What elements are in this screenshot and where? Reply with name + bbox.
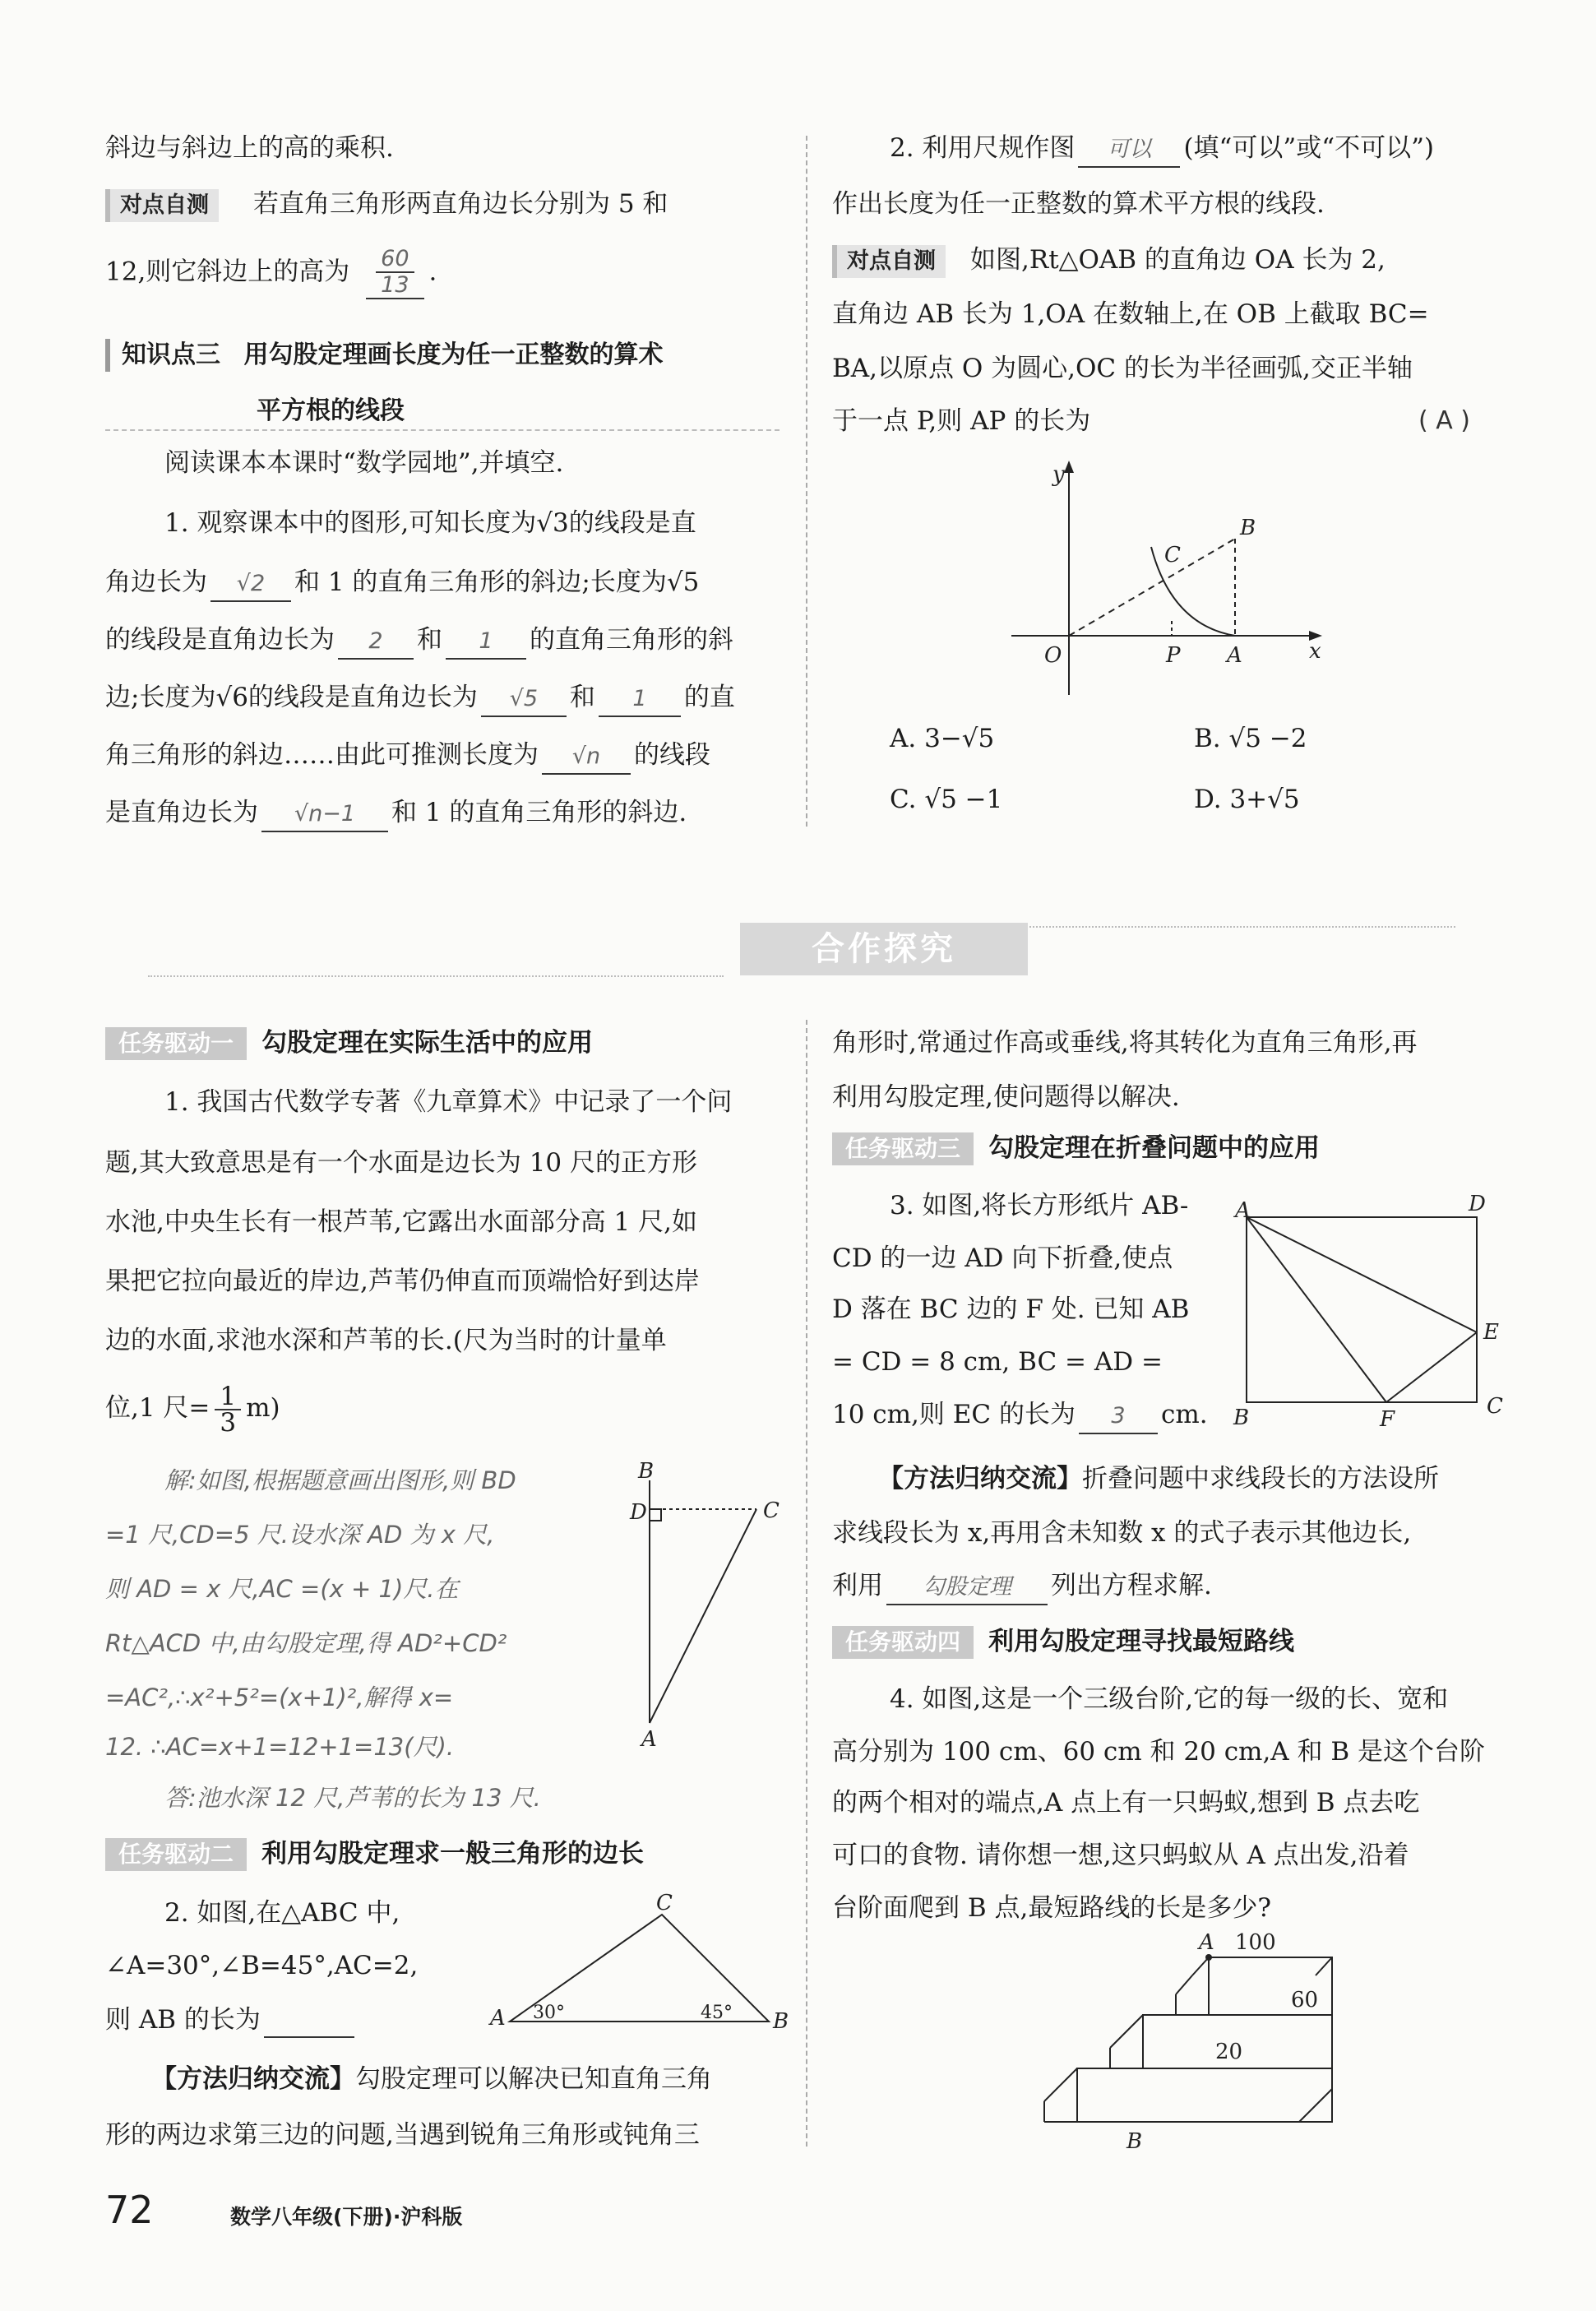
answer-fraction: $\frac{60}{13}$ xyxy=(366,247,423,299)
text-line: 的两个相对的端点,A 点上有一只蚂蚁,想到 B 点去吃 xyxy=(832,1788,1420,1818)
point-P: P xyxy=(1166,643,1181,668)
fill-line: 角三角形的斜边……由此可推测长度为 √n 的线段 xyxy=(105,739,710,775)
kp-tag: 知识点三 xyxy=(122,340,220,369)
page-number: 72 xyxy=(105,2188,154,2232)
blank-EC[interactable]: 3 xyxy=(1079,1400,1158,1434)
text-line: 高分别为 100 cm、60 cm 和 20 cm,A 和 B 是这个台阶 xyxy=(832,1737,1486,1767)
text-line: 求线段长为 x,再用含未知数 x 的式子表示其他边长, xyxy=(832,1518,1412,1548)
task-tag: 任务驱动三 xyxy=(832,1132,974,1165)
point-B: B xyxy=(1240,516,1256,540)
blank-6[interactable]: √n xyxy=(542,740,631,775)
text-line: BA,以原点 O 为圆心,OC 的长为半径画弧,交正半轴 xyxy=(832,354,1413,383)
text-line: 于一点 P,则 AP 的长为 xyxy=(832,406,1091,436)
axis-x-label: x xyxy=(1309,639,1321,664)
text-line: 题,其大致意思是有一个水面是边长为 10 尺的正方形 xyxy=(105,1148,698,1178)
self-test-question xyxy=(105,188,668,222)
folded-rectangle-figure xyxy=(1230,1193,1526,1431)
task-tag: 任务驱动一 xyxy=(105,1027,247,1060)
text-line: 4. 如图,这是一个三级台阶,它的每一级的长、宽和 xyxy=(890,1684,1449,1714)
blank-method[interactable]: 勾股定理 xyxy=(886,1571,1048,1605)
method-summary: 【方法归纳交流】折叠问题中求线段长的方法设所 xyxy=(878,1464,1439,1494)
fill-line: 的线段是直角边长为 2 和 1 的直角三角形的斜 xyxy=(105,623,733,660)
option-A[interactable]: A. 3−√5 xyxy=(890,724,995,753)
solution-line: 解:如图,根据题意画出图形,则 BD xyxy=(164,1466,516,1494)
point-F: F xyxy=(1380,1407,1395,1431)
task-heading xyxy=(105,1026,593,1060)
text-line: ∠A=30°,∠B=45°,AC=2, xyxy=(105,1951,419,1980)
fraction: $\frac{1}{3}$ xyxy=(215,1384,241,1435)
text-line: 台阶面爬到 B 点,最短路线的长是多少? xyxy=(832,1893,1271,1923)
height-20: 20 xyxy=(1215,2040,1243,2064)
method-summary: 【方法归纳交流】勾股定理可以解决已知直角三角 xyxy=(151,2064,712,2094)
point-A: A xyxy=(1227,643,1242,668)
point-A: A xyxy=(1235,1198,1251,1223)
blank-7[interactable]: √n−1 xyxy=(261,798,388,832)
text-line: 斜边与斜边上的高的乘积. xyxy=(105,133,394,163)
self-test-tag: 对点自测 xyxy=(832,245,946,278)
axis-y-label: y xyxy=(1052,462,1065,487)
dashed-rule xyxy=(105,429,779,431)
text-line: 果把它拉向最近的岸边,芦苇仍伸直而顶端恰好到达岸 xyxy=(105,1267,700,1296)
point-C: C xyxy=(656,1891,673,1915)
point-C: C xyxy=(1487,1394,1503,1419)
task-title: 利用勾股定理求一般三角形的边长 xyxy=(261,1839,645,1869)
angle-30: 30° xyxy=(533,2003,565,2023)
text-line: 可口的食物. 请你想一想,这只蚂蚁从 A 点出发,沿着 xyxy=(832,1841,1409,1870)
point-E: E xyxy=(1483,1320,1499,1345)
solution-line: 12. ∴AC=x+1=12+1=13(尺). xyxy=(105,1733,455,1761)
column-divider xyxy=(806,136,807,827)
task-heading xyxy=(832,1132,1320,1165)
point-A: A xyxy=(1199,1930,1214,1955)
text-line: = CD = 8 cm, BC = AD = xyxy=(832,1347,1163,1377)
blank-2[interactable]: 2 xyxy=(338,625,414,660)
width-60: 60 xyxy=(1291,1988,1319,2012)
knowledge-point-heading xyxy=(105,339,663,372)
question-text: 12,则它斜边上的高为 xyxy=(105,257,350,287)
text-line: 作出长度为任一正整数的算术平方根的线段. xyxy=(832,189,1325,219)
point-A: A xyxy=(490,2006,506,2031)
method-tag: 【方法归纳交流】 xyxy=(151,2064,355,2094)
fill-line: 2. 利用尺规作图 可以 (填“可以”或“不可以”) xyxy=(890,132,1434,168)
number-line-figure xyxy=(1003,456,1332,703)
text-line: 形的两边求第三边的问题,当遇到锐角三角形或钝角三 xyxy=(105,2120,700,2150)
blank-can[interactable]: 可以 xyxy=(1078,133,1180,168)
text-line: 边的水面,求池水深和芦苇的长.(尺为当时的计量单 xyxy=(105,1326,667,1355)
solution-answer: 答:池水深 12 尺,芦苇的长为 13 尺. xyxy=(164,1784,541,1812)
point-A: A xyxy=(641,1727,657,1752)
point-O: O xyxy=(1044,643,1062,668)
blank-5[interactable]: 1 xyxy=(599,683,681,717)
task-heading xyxy=(832,1625,1294,1659)
question-line: 12,则它斜边上的高为 $\frac{60}{13}$ . xyxy=(105,246,437,298)
blank-3[interactable]: 1 xyxy=(446,625,526,660)
solution-line: =1 尺,CD=5 尺.设水深 AD 为 x 尺, xyxy=(105,1521,495,1549)
text-line: 直角边 AB 长为 1,OA 在数轴上,在 OB 上截取 BC= xyxy=(832,299,1429,329)
self-test-tag: 对点自测 xyxy=(105,189,219,222)
fill-line: 是直角边长为 √n−1 和 1 的直角三角形的斜边. xyxy=(105,796,687,832)
length-100: 100 xyxy=(1235,1930,1276,1955)
fill-line: 角边长为 √2 和 1 的直角三角形的斜边;长度为√5 xyxy=(105,566,699,602)
point-D: D xyxy=(1469,1193,1486,1216)
point-C: C xyxy=(1164,543,1181,567)
task-tag: 任务驱动四 xyxy=(832,1626,974,1659)
blank-1[interactable]: √2 xyxy=(210,567,291,602)
triangle-ABC-figure xyxy=(485,1890,798,2038)
column-divider xyxy=(806,1020,807,2147)
book-title: 数学八年级(下册)·沪科版 xyxy=(230,2205,463,2229)
point-B: B xyxy=(638,1460,655,1484)
text-line: 1. 我国古代数学专著《九章算术》中记录了一个问 xyxy=(164,1087,733,1117)
option-D[interactable]: D. 3+√5 xyxy=(1194,785,1300,814)
task-heading xyxy=(105,1837,644,1871)
banner-rule-left xyxy=(148,975,724,977)
answer-choice: ( A ) xyxy=(1418,406,1471,435)
text-line: 2. 如图,在△ABC 中, xyxy=(164,1898,400,1928)
option-C[interactable]: C. √5 −1 xyxy=(890,785,1003,814)
staircase-figure xyxy=(987,1924,1365,2155)
text-line: 1. 观察课本中的图形,可知长度为√3的线段是直 xyxy=(164,508,696,538)
text-line: 位,1 尺= $\frac{1}{3}$ m) xyxy=(105,1381,280,1438)
self-test-question: 对点自测 如图,Rt△OAB 的直角边 OA 长为 2, xyxy=(832,243,1386,278)
text-line: 利用勾股定理,使问题得以解决. xyxy=(832,1082,1180,1112)
text-line: 水池,中央生长有一根芦苇,它露出水面部分高 1 尺,如 xyxy=(105,1207,697,1237)
blank-AB[interactable] xyxy=(264,2003,354,2038)
point-B: B xyxy=(1233,1406,1250,1430)
fill-line: 10 cm,则 EC 的长为 3 cm. xyxy=(832,1398,1208,1434)
text-line: 角形时,常通过作高或垂线,将其转化为直角三角形,再 xyxy=(832,1028,1418,1058)
task-title: 勾股定理在折叠问题中的应用 xyxy=(988,1133,1321,1163)
fill-line: 利用 勾股定理 列出方程求解. xyxy=(832,1569,1212,1605)
task-title: 利用勾股定理寻找最短路线 xyxy=(988,1627,1295,1656)
point-D: D xyxy=(630,1500,647,1525)
text-line: 3. 如图,将长方形纸片 AB- xyxy=(890,1191,1189,1220)
kp-title: 用勾股定理画长度为任一正整数的算术 xyxy=(243,340,664,369)
text-line: D 落在 BC 边的 F 处. 已知 AB xyxy=(832,1294,1190,1324)
fill-line: 边;长度为√6的线段是直角边长为 √5 和 1 的直 xyxy=(105,681,735,717)
option-B[interactable]: B. √5 −2 xyxy=(1194,724,1307,753)
text-line: CD 的一边 AD 向下折叠,使点 xyxy=(832,1243,1173,1273)
reed-triangle-figure xyxy=(617,1460,789,1756)
point-B: B xyxy=(773,2009,789,2034)
blank-4[interactable]: √5 xyxy=(481,683,567,717)
point-C: C xyxy=(763,1498,779,1523)
solution-line: Rt△ACD 中,由勾股定理,得 AD²+CD² xyxy=(105,1629,507,1657)
task-title: 勾股定理在实际生活中的应用 xyxy=(261,1028,594,1058)
task-tag: 任务驱动二 xyxy=(105,1838,247,1871)
reading-instruction: 阅读课本本课时“数学园地”,并填空. xyxy=(164,448,564,478)
solution-line: 则 AD = x 尺,AC =(x + 1)尺.在 xyxy=(105,1575,459,1603)
question-text: 若直角三角形两直角边长分别为 5 和 xyxy=(253,189,668,219)
solution-line: =AC²,∴x²+5²=(x+1)²,解得 x= xyxy=(105,1683,454,1711)
angle-45: 45° xyxy=(701,2003,733,2023)
fill-line: 则 AB 的长为 xyxy=(105,2003,358,2038)
knowledge-point-heading-cont: 平方根的线段 xyxy=(257,396,405,425)
point-B: B xyxy=(1126,2129,1143,2154)
method-tag: 【方法归纳交流】 xyxy=(878,1464,1082,1494)
section-banner: 合作探究 xyxy=(740,923,1028,975)
